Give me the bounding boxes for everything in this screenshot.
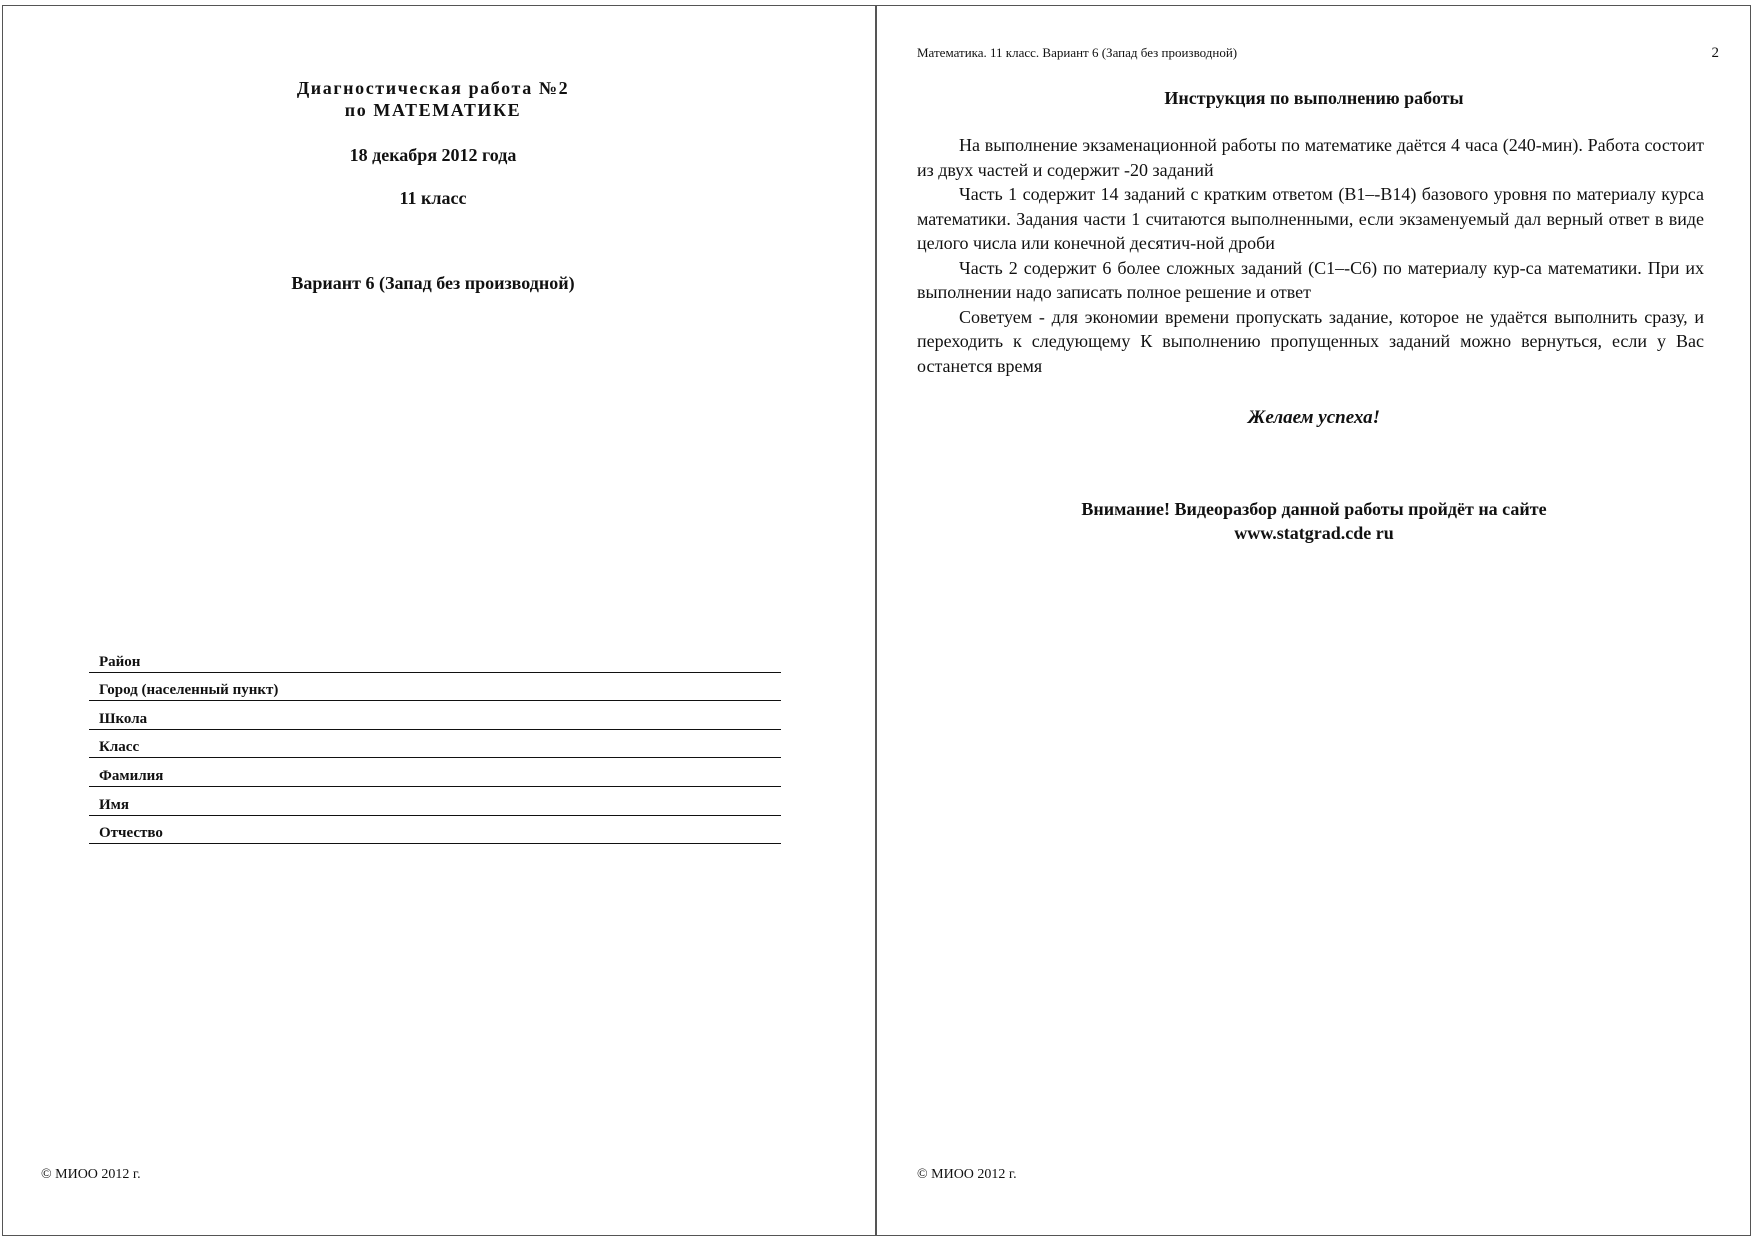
attention-notice [877,497,1751,545]
form-label: Имя [99,796,129,813]
attention-line-1: Внимание! Видеоразбор данной работы пройдёт на сайте [1081,499,1547,519]
student-info-form [89,644,781,844]
instruction-paragraph: Часть 1 содержит 14 заданий с кратким ответом (В1–-В14) базового уровня по материалу курса математики. Задания части 1 считаются выполненными, если экзаменуемый дал верный ответ в виде целого числа или конечной десятич-ной дроби [917,184,1704,253]
title-page [3,5,875,1236]
copyright-left: © МИОО 2012 г. [41,1167,141,1182]
form-field-district[interactable] [89,644,781,673]
instruction-title: Инструкция по выполнению работы [1164,88,1464,108]
form-label: Класс [99,739,140,756]
title-line-2: по МАТЕМАТИКЕ [344,100,522,120]
instruction-body [917,133,1704,378]
form-label: Школа [99,710,148,727]
instruction-paragraph: Советуем - для экономии времени пропускать задание, которое не удаётся выполнить сразу, и переходить к следующему К выполнению пропущенных заданий можно вернуться, если у Вас останется время [917,306,1704,376]
good-luck-wish: Желаем успеха! [1247,407,1381,428]
page-number: 2 [1711,45,1719,61]
title-line-1: Диагностическая работа №2 [296,78,570,98]
copyright-right: © МИОО 2012 г. [917,1167,1017,1182]
running-header: Математика. 11 класс. Вариант 6 (Запад без производной) [917,45,1238,60]
form-field-class[interactable] [89,730,781,759]
form-label: Район [99,653,141,670]
form-field-name[interactable] [89,787,781,816]
instruction-paragraph: На выполнение экзаменационной работы по математике даётся 4 часа (240-мин). Работа состоит из двух частей и содержит -20 заданий [917,135,1704,180]
instruction-paragraph: Часть 2 содержит 6 более сложных заданий (С1–-С6) по материалу кур-са математики. При их выполнении надо записать полное решение и ответ [917,257,1704,302]
document-title [3,77,863,121]
form-field-patronymic[interactable] [89,816,781,845]
form-field-surname[interactable] [89,758,781,787]
website-link[interactable]: www.statgrad.cde ru [1234,523,1394,543]
form-field-school[interactable] [89,701,781,730]
form-label: Город (населенный пункт) [99,682,279,699]
instructions-page [877,5,1751,1236]
grade: 11 класс [399,188,467,208]
form-field-city[interactable] [89,673,781,702]
form-label: Фамилия [99,767,164,784]
variant: Вариант 6 (Запад без производной) [291,273,575,293]
form-label: Отчество [99,825,163,842]
exam-date: 18 декабря 2012 года [349,145,517,165]
